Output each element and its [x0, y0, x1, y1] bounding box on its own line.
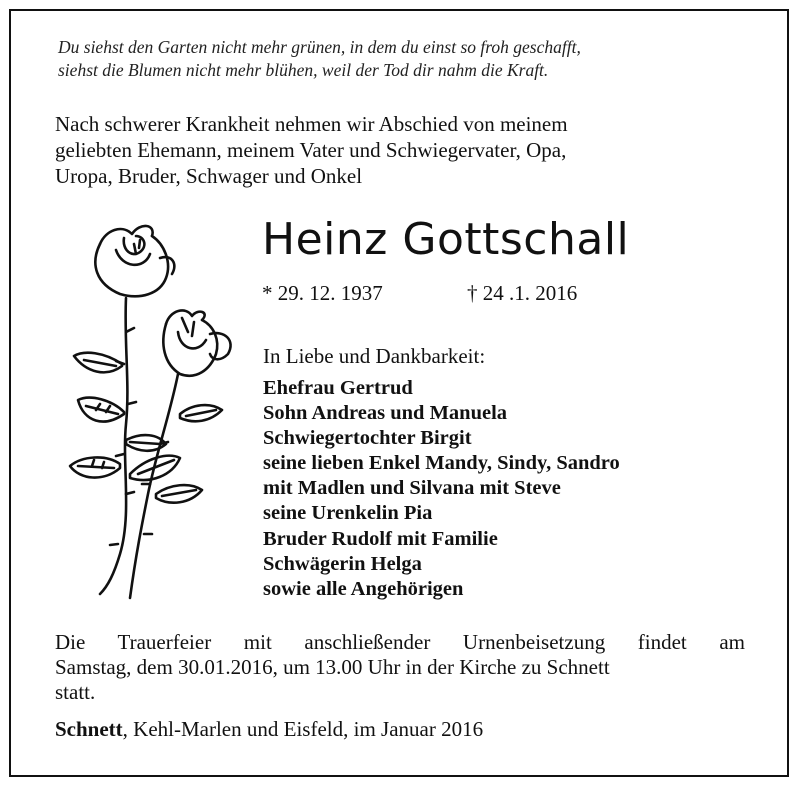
funeral-line: Samstag, dem 30.01.2016, um 13.00 Uhr in der Kirche zu Schnett: [55, 655, 610, 679]
mourner: seine Urenkelin Pia: [263, 502, 433, 525]
poem-line: siehst die Blumen nicht mehr blühen, weil der Tod dir nahm die Kraft.: [58, 60, 549, 80]
signoff: [55, 716, 483, 742]
mourner: sowie alle Angehörigen: [263, 577, 464, 600]
intro-text: [55, 111, 755, 189]
mourner: Sohn Andreas und Manuela: [263, 402, 508, 425]
mourner: Schwiegertochter Birgit: [263, 427, 472, 450]
mourner: mit Madlen und Silvana mit Steve: [263, 477, 561, 500]
mourner: Ehefrau Gertrud: [263, 377, 413, 399]
intro-line: Nach schwerer Krankheit nehmen wir Abschied von meinem: [55, 112, 568, 136]
funeral-notice: [55, 630, 745, 705]
deceased-name: Heinz Gottschall: [262, 214, 630, 265]
rose-illustration: [60, 214, 250, 606]
signoff-rest: , Kehl-Marlen und Eisfeld, im Januar 2016: [122, 717, 484, 741]
signoff-place: Schnett: [55, 717, 123, 741]
funeral-line: statt.: [55, 680, 96, 704]
mourner: Bruder Rudolf mit Familie: [263, 527, 498, 550]
intro-line: geliebten Ehemann, meinem Vater und Schwiegervater, Opa,: [55, 138, 567, 162]
intro-line: Uropa, Bruder, Schwager und Onkel: [55, 164, 363, 188]
poem-line: Du siehst den Garten nicht mehr grünen, in dem du einst so froh geschafft,: [58, 37, 581, 57]
life-dates: [262, 280, 578, 306]
poem: [58, 36, 758, 82]
funeral-line: Die Trauerfeier mit anschließender Urnenbeisetzung findet am: [55, 630, 745, 654]
mourner: Schwägerin Helga: [263, 552, 422, 575]
mourners-list: [263, 376, 620, 602]
death-date: † 24 .1. 2016: [467, 281, 578, 305]
birth-date: * 29. 12. 1937: [262, 281, 383, 305]
mourner: seine lieben Enkel Mandy, Sindy, Sandro: [263, 452, 620, 475]
thanks-line: In Liebe und Dankbarkeit:: [263, 344, 486, 368]
